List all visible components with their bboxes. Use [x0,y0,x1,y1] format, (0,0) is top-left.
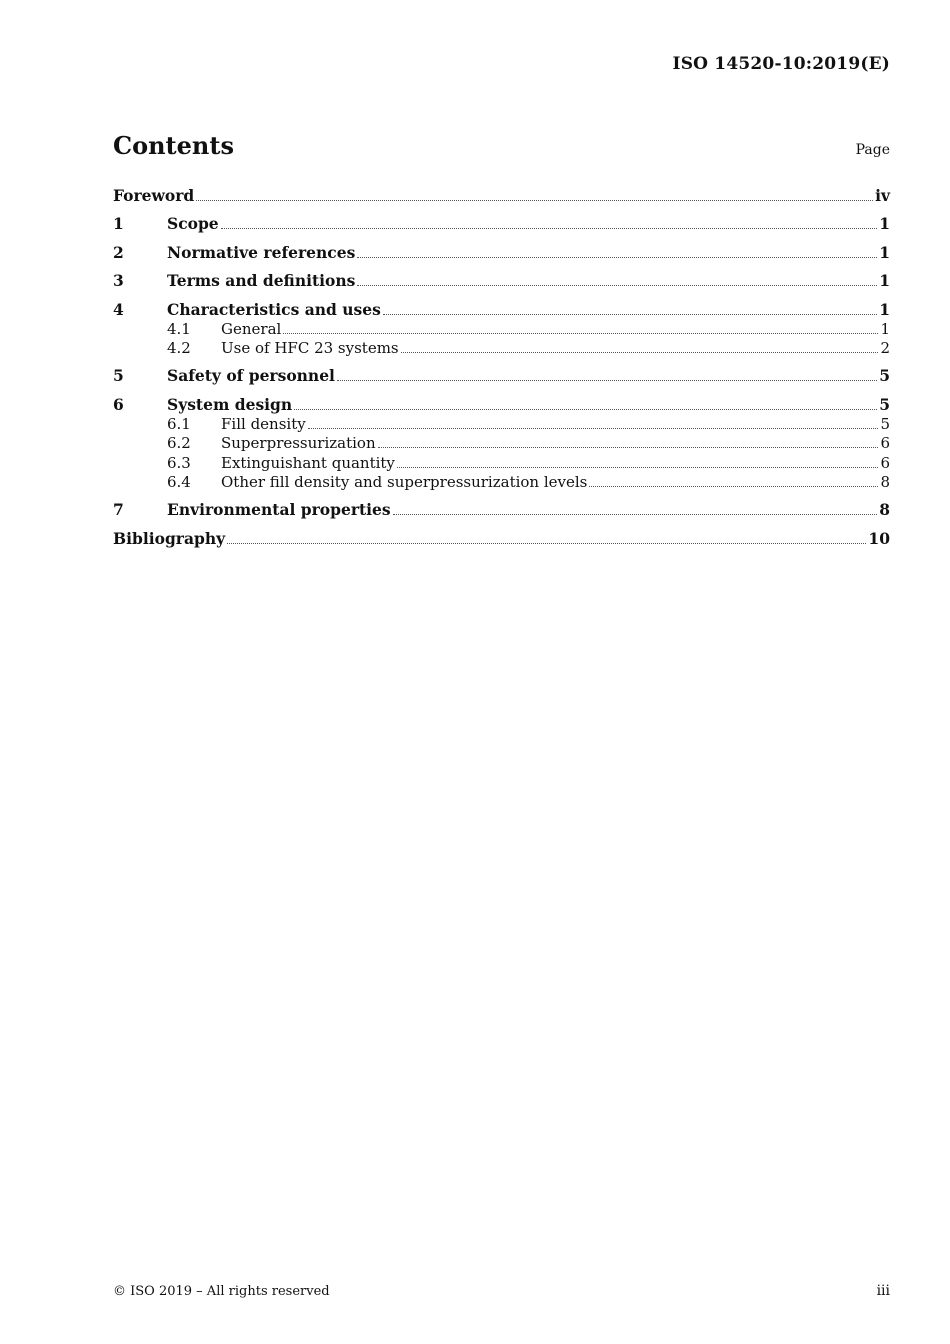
toc-entry-page: 1 [879,214,890,233]
toc-entry-number: 7 [113,500,124,519]
toc-entry-label: Extinguishant quantity [221,454,395,472]
toc-entry-number: 6.4 [167,473,191,491]
dot-leader [397,467,879,468]
toc-entry-7[interactable] [113,499,890,519]
toc-entry-page: 5 [879,395,890,414]
toc-entry-4[interactable] [113,299,890,319]
page-number: iii [876,1283,890,1299]
toc-entry-4-2[interactable] [167,337,890,357]
toc-entry-6-4[interactable] [167,471,890,491]
toc-entry-label: Use of HFC 23 systems [221,339,399,357]
toc-entry-page: 1 [879,271,890,290]
toc-entry-label: Environmental properties [167,500,391,519]
toc-entry-bibliography[interactable] [113,528,890,548]
toc-entry-page: 5 [879,366,890,385]
toc-entry-3[interactable] [113,270,890,290]
toc-entry-6-1[interactable] [167,413,890,433]
toc-entry-label: Safety of personnel [167,366,335,385]
dot-leader [294,409,877,410]
dot-leader [401,352,879,353]
dot-leader [357,257,877,258]
toc-entry-foreword[interactable] [113,185,890,205]
toc-entry-label: Normative references [167,243,356,262]
toc-entry-page: 10 [868,529,890,548]
dot-leader [589,486,878,487]
toc-entry-6-2[interactable] [167,432,890,452]
toc-entry-number: 5 [113,366,124,385]
toc-entry-label: System design [167,395,293,414]
dot-leader [393,514,878,515]
document-id: ISO 14520-10:2019(E) [672,54,890,74]
dot-leader [308,428,879,429]
toc-entry-label: Other fill density and superpressurization levels [221,473,588,491]
dot-leader [337,380,877,381]
toc-entry-label: Superpressurization [221,434,376,452]
page-title: Contents [113,131,234,160]
toc-entry-number: 6.3 [167,454,191,472]
toc-entry-label: Terms and definitions [167,271,356,290]
toc-entry-5[interactable] [113,365,890,385]
toc-entry-6[interactable] [113,394,890,414]
toc-entry-page: 8 [879,500,890,519]
page-column-label: Page [855,142,890,158]
toc-entry-label: Scope [167,214,219,233]
toc-entry-label: Foreword [113,186,195,205]
toc-entry-number: 2 [113,243,124,262]
toc-entry-label: Fill density [221,415,306,433]
toc-entry-number: 6 [113,395,124,414]
toc-entry-number: 4.1 [167,320,191,338]
toc-entry-page: 6 [880,454,890,472]
dot-leader [221,228,878,229]
toc-entry-number: 4.2 [167,339,191,357]
copyright-notice: © ISO 2019 – All rights reserved [113,1284,330,1299]
toc-entry-page: 1 [879,300,890,319]
toc-entry-page: 1 [880,320,890,338]
toc-entry-number: 6.2 [167,434,191,452]
toc-entry-page: 8 [880,473,890,491]
dot-leader [383,314,877,315]
toc-entry-2[interactable] [113,242,890,262]
toc-entry-4-1[interactable] [167,318,890,338]
toc-entry-page: 1 [879,243,890,262]
toc-entry-page: 2 [880,339,890,357]
toc-entry-6-3[interactable] [167,452,890,472]
toc-entry-label: Bibliography [113,529,226,548]
toc-entry-page: 5 [880,415,890,433]
dot-leader [196,200,873,201]
toc-entry-page: 6 [880,434,890,452]
dot-leader [378,447,879,448]
toc-entry-number: 3 [113,271,124,290]
toc-entry-number: 4 [113,300,124,319]
toc-entry-number: 6.1 [167,415,191,433]
toc-entry-page: iv [875,186,890,205]
dot-leader [357,285,877,286]
toc-entry-1[interactable] [113,213,890,233]
dot-leader [227,543,866,544]
toc-entry-number: 1 [113,214,124,233]
dot-leader [283,333,878,334]
toc-entry-label: Characteristics and uses [167,300,381,319]
toc-entry-label: General [221,320,282,338]
